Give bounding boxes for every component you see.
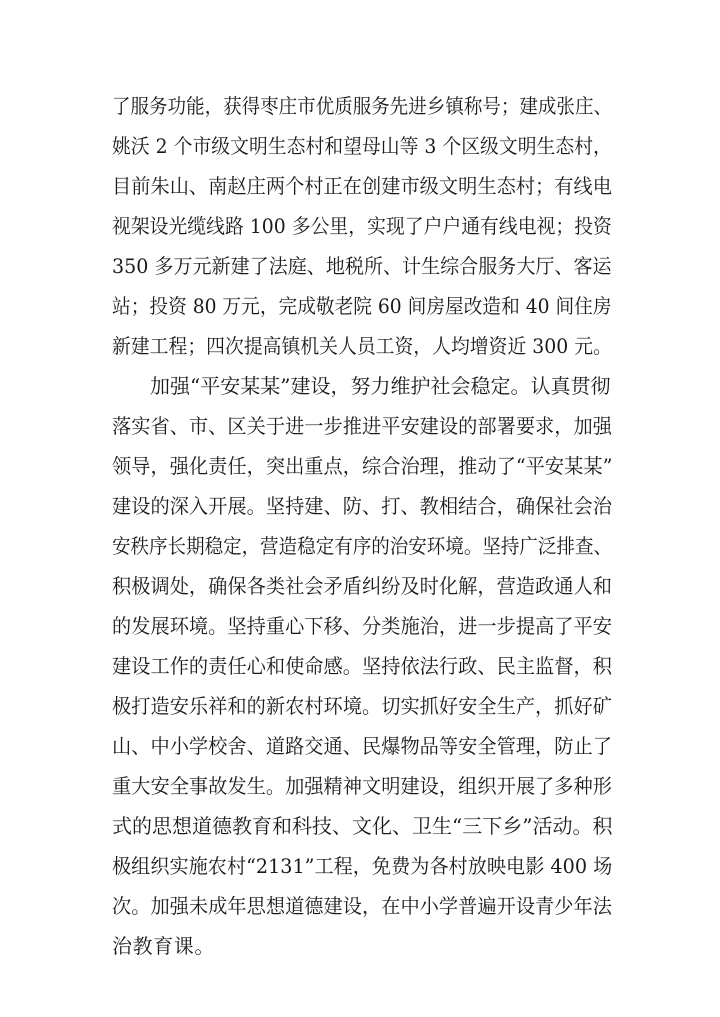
- text-line: 姚沃 2 个市级文明生态村和望母山等 3 个区级文明生态村，: [112, 134, 612, 158]
- text-line: 新建工程；四次提高镇机关人员工资，人均增资近 300 元。: [112, 334, 612, 358]
- text-line: 目前朱山、南赵庄两个村正在创建市级文明生态村；有线电: [112, 174, 612, 198]
- text-line: 积极调处，确保各类社会矛盾纠纷及时化解，营造政通人和: [112, 574, 612, 598]
- text-line: 视架设光缆线路 100 多公里，实现了户户通有线电视；投资: [112, 214, 612, 238]
- text-line: 治教育课。: [112, 934, 215, 958]
- text-line: 建设的深入开展。坚持建、防、打、教相结合，确保社会治: [112, 494, 612, 518]
- text-line: 重大安全事故发生。加强精神文明建设，组织开展了多种形: [112, 774, 612, 798]
- text-line: 350 多万元新建了法庭、地税所、计生综合服务大厅、客运: [112, 254, 612, 278]
- text-line: 建设工作的责任心和使命感。坚持依法行政、民主监督，积: [112, 654, 612, 678]
- text-line: 站；投资 80 万元，完成敬老院 60 间房屋改造和 40 间住房: [112, 294, 612, 318]
- text-line: 了服务功能，获得枣庄市优质服务先进乡镇称号；建成张庄、: [112, 94, 612, 118]
- text-line: 极组织实施农村“2131”工程，免费为各村放映电影 400 场: [112, 854, 613, 878]
- text-line: 的发展环境。坚持重心下移、分类施治，进一步提高了平安: [112, 614, 612, 638]
- text-line: 加强“平安某某”建设，努力维护社会稳定。认真贯彻: [150, 374, 611, 398]
- text-line: 次。加强未成年思想道德建设，在中小学普遍开设青少年法: [112, 894, 612, 918]
- text-line: 山、中小学校舍、道路交通、民爆物品等安全管理，防止了: [112, 734, 612, 758]
- text-line: 极打造安乐祥和的新农村环境。切实抓好安全生产，抓好矿: [112, 694, 612, 718]
- text-line: 式的思想道德教育和科技、文化、卫生“三下乡”活动。积: [112, 814, 613, 838]
- text-line: 领导，强化责任，突出重点，综合治理，推动了“平安某某”: [112, 454, 613, 478]
- text-line: 安秩序长期稳定，营造稳定有序的治安环境。坚持广泛排查、: [112, 534, 612, 558]
- text-line: 落实省、市、区关于进一步推进平安建设的部署要求，加强: [112, 414, 612, 438]
